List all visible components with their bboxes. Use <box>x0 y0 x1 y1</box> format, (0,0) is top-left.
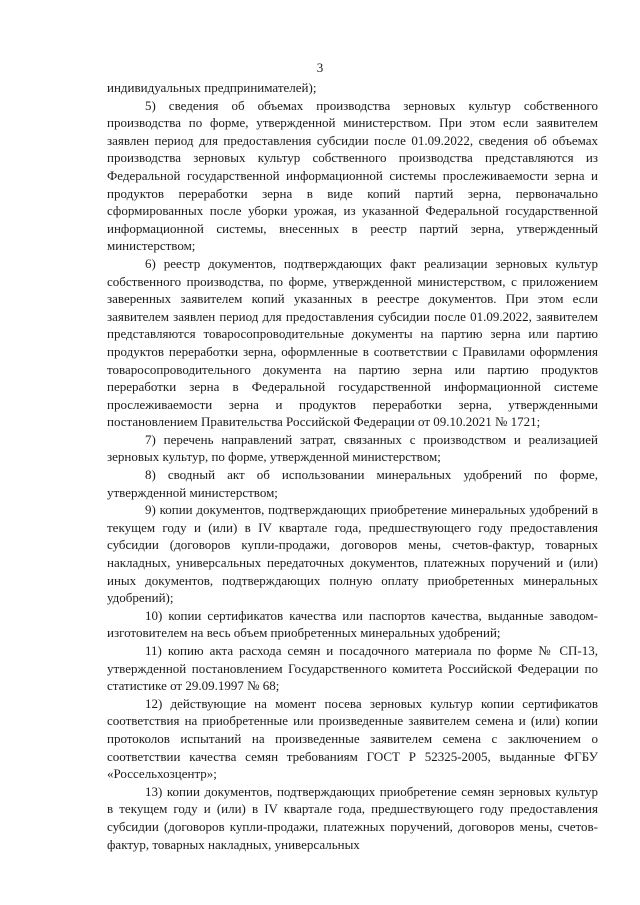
paragraph-item-11: 11) копию акта расхода семян и посадочного материала по форме № СП-13, утвержденной постановлением Государственного комитета Российской Федерации по статистике от 29.09.1997 № 68; <box>107 643 598 694</box>
paragraph-item-10: 10) копии сертификатов качества или паспортов качества, выданные заводом-изготовителем на весь объем приобретенных минеральных удобрений; <box>107 607 598 641</box>
paragraph-item-13: 13) копии документов, подтверждающих приобретение семян зерновых культур в текущем году и (или) в IV квартале года, предшествующего году предоставления субсидии (договоров купли-продажи, платежных поручений, договоров мены, счетов-фактур, товарных накладных, универсальных <box>107 783 598 852</box>
paragraph-item-9: 9) копии документов, подтверждающих приобретение минеральных удобрений в текущем году и (или) в IV квартале года, предшествующего году предоставления субсидии (договоров купли-продажи, договоров мены, счетов-фактур, товарных накладных, универсальных передаточных документов, платежных поручений и (или) иных документов, подтверждающих полную оплату приобретенных минеральных удобрений); <box>107 502 598 606</box>
paragraph-item-12: 12) действующие на момент посева зерновых культур копии сертификатов соответствия на приобретенные или произведенные заявителем семена и (или) копии протоколов испытаний на произведенные заявителем семена с заключением о соответствии качества семян требованиям ГОСТ Р 52325-2005, выданные ФГБУ «Россельхозцентр»; <box>107 695 598 782</box>
page-number: 3 <box>316 60 324 75</box>
paragraph-item-6: 6) реестр документов, подтверждающих факт реализации зерновых культур собственного производства, по форме, утвержденной министерством, с приложением заверенных заявителем копий указанных в реестре документов. При этом если заявителем заявлен период для предоставления субсидии после 01.09.2022, заявителем представляются товаросопроводительные документы на партию зерна или партию продуктов переработки зерна, оформленные в соответствии с Правилами оформления товаросопроводительного документа на партию зерна или партию продуктов переработки зерна в Федеральной государственной информационной системе прослеживаемости зерна и продуктов переработки зерна, утвержденными постановлением Правительства Российской Федерации от 09.10.2021 № 1721; <box>107 255 598 430</box>
paragraph-item-8: 8) сводный акт об использовании минеральных удобрений по форме, утвержденной министерством; <box>107 467 598 500</box>
paragraph-item-7: 7) перечень направлений затрат, связанных с производством и реализацией зерновых культур, по форме, утвержденной министерством; <box>107 431 598 465</box>
paragraph-continuation: индивидуальных предпринимателей); <box>107 80 317 95</box>
document-body <box>107 79 598 853</box>
paragraph-item-5: 5) сведения об объемах производства зерновых культур собственного производства по форме, утвержденной министерством. При этом если заявителем заявлен период для предоставления субсидии после 01.09.2022, сведения об объемах производства зерновых культур собственного производства представляются из Федеральной государственной информационной системы прослеживаемости зерна и продуктов переработки зерна в виде копий партий зерна, первоначально сформированных после уборки урожая, из указанной Федеральной государственной информационной системы, внесенных в реестр партий зерна, утвержденный министерством; <box>107 97 598 254</box>
